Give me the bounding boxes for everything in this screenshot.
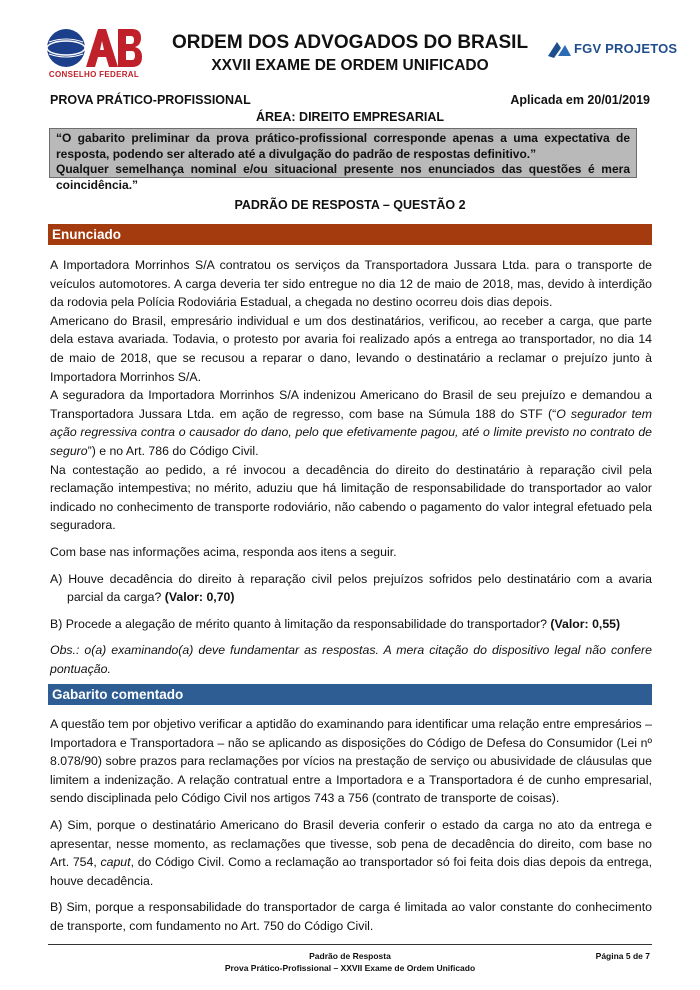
page-subtitle: PADRÃO DE RESPOSTA – QUESTÃO 2 — [234, 198, 466, 212]
exam-area: ÁREA: DIREITO EMPRESARIAL — [256, 110, 444, 124]
footer-subtitle: Prova Prático-Profissional – XXVII Exame de Ordem Unificado — [224, 963, 476, 973]
answer-item-b: B) Sim, porque a responsabilidade do transportador de carga é limitada ao valor constante do conhecimento de transporte, com fundamento no Art. 750 do Código Civil. — [50, 900, 652, 933]
question-text: B) Procede a alegação de mérito quanto à limitação da responsabilidade do transportador? — [50, 616, 551, 631]
page-number: Página 5 de 7 — [595, 951, 650, 961]
disclaimer-line-1: “O gabarito preliminar da prova prático-profissional corresponde apenas a uma expectativa de resposta, podendo ser alterado até a divulgação do padrão de respostas definitivo.” — [56, 131, 630, 161]
observation-note: Obs.: o(a) examinando(a) deve fundamentar as respostas. A mera citação do dispositivo legal não confere pontuação. — [50, 643, 652, 676]
enunciado-paragraph: Americano do Brasil, empresário individual e um dos destinatários, verificou, ao receber a carga, que parte dela estava avariada. Todavia, o protesto por avaria foi realizado após a entrega ao transportador, no dia 14 de maio de 2018, que se recusou a reparar o dano, levando o destinatário a reclamar o prejuízo junto à Importadora Morrinhos S/A. — [50, 313, 652, 384]
text-run-italic: caput — [100, 855, 131, 870]
question-value: (Valor: 0,70) — [164, 590, 235, 605]
question-item-b — [50, 615, 652, 634]
question-text: A) Houve decadência do direito à reparação civil pelos prejuízos sofridos pelo destinatário com a avaria parcial da carga? — [50, 571, 652, 605]
disclaimer-line-2: Qualquer semelhança nominal e/ou situacional presente nos enunciados das questões é mera coincidência.” — [56, 162, 630, 192]
exam-type-label: PROVA PRÁTICO-PROFISSIONAL — [50, 93, 251, 107]
section-heading-enunciado: Enunciado — [48, 224, 652, 245]
gabarito-body — [50, 715, 652, 936]
enunciado-body — [50, 256, 652, 678]
enunciado-paragraph — [50, 386, 652, 460]
oab-logo — [46, 26, 142, 84]
fgv-logo-mark — [546, 36, 572, 62]
question-item-a — [50, 570, 652, 607]
footer-divider — [48, 944, 652, 945]
question-value: (Valor: 0,55) — [550, 616, 621, 631]
section-heading-gabarito: Gabarito comentado — [48, 684, 652, 705]
enunciado-paragraph: Na contestação ao pedido, a ré invocou a decadência do direito do destinatário à reparação civil pela reclamação intempestiva; no mérito, aduziu que há limitação de responsabilidade do transportador ao valor indicado no conhecimento de transporte rodoviário, não cabendo o pagamento do valor integral efetuado pela seguradora. — [50, 462, 652, 533]
gabarito-paragraph: A questão tem por objetivo verificar a aptidão do examinando para identificar uma relação entre empresários – Importadora e Transportadora – não se aplicando as disposições do Código de Defesa do Consumidor (Lei nº 8.078/90) sobre prazos para reclamações por vícios na prestação de serviço ou abusividade de cláusulas que limitem a indenização. A relação contratual entre a Importadora e a Transportadora é de cunho empresarial, sendo disciplinada pelo Código Civil nos artigos 743 a 756 (contrato de transporte de coisas). — [50, 717, 652, 806]
disclaimer-box — [49, 128, 637, 192]
enunciado-paragraph: A Importadora Morrinhos S/A contratou os serviços da Transportadora Jussara Ltda. para o transporte de veículos automotores. A carga deveria ter sido entregue no dia 12 de maio de 2018, mas, devido à interdição da rodovia pela Polícia Rodoviária Estadual, a chegada no destino ocorreu dois dias depois. — [50, 258, 652, 310]
text-run: A seguradora da Importadora Morrinhos S/A indenizou Americano do Brasil de seu prejuízo e demandou a Transportadora Jussara Ltda. em ação de regresso, com base na Súmula 188 do STF (“ — [50, 388, 652, 421]
enunciado-instruction: Com base nas informações acima, responda aos itens a seguir. — [50, 544, 397, 559]
answer-item-a — [50, 816, 652, 890]
exam-title: XXVII EXAME DE ORDEM UNIFICADO — [211, 57, 489, 74]
fgv-logo — [546, 36, 680, 62]
text-run: ”) e no Art. 786 do Código Civil. — [87, 443, 259, 458]
footer-title: Padrão de Resposta — [309, 951, 391, 961]
oab-logo-mark — [46, 26, 142, 70]
org-title: ORDEM DOS ADVOGADOS DO BRASIL — [171, 32, 529, 53]
text-run: A) Sim, porque o destinatário Americano do Brasil deveria conferir o estado da carga no ato da entrega e apresentar, nesse momento, as reclamações que tivesse, sob pena de decadência do direito, com base no Art. 754, — [50, 817, 652, 870]
oab-logo-subtitle: CONSELHO FEDERAL — [48, 70, 140, 79]
text-run: , do Código Civil. Como a reclamação ao transportador só foi feita dois dias depois da entrega, houve decadência. — [50, 855, 652, 888]
exam-date: Aplicada em 20/01/2019 — [510, 93, 650, 107]
sumula-quote: O segurador tem ação regressiva contra o causador do dano, pelo que efetivamente pagou, até o limite previsto no contrato de seguro — [50, 406, 652, 458]
fgv-logo-text: FGV PROJETOS — [574, 41, 678, 56]
